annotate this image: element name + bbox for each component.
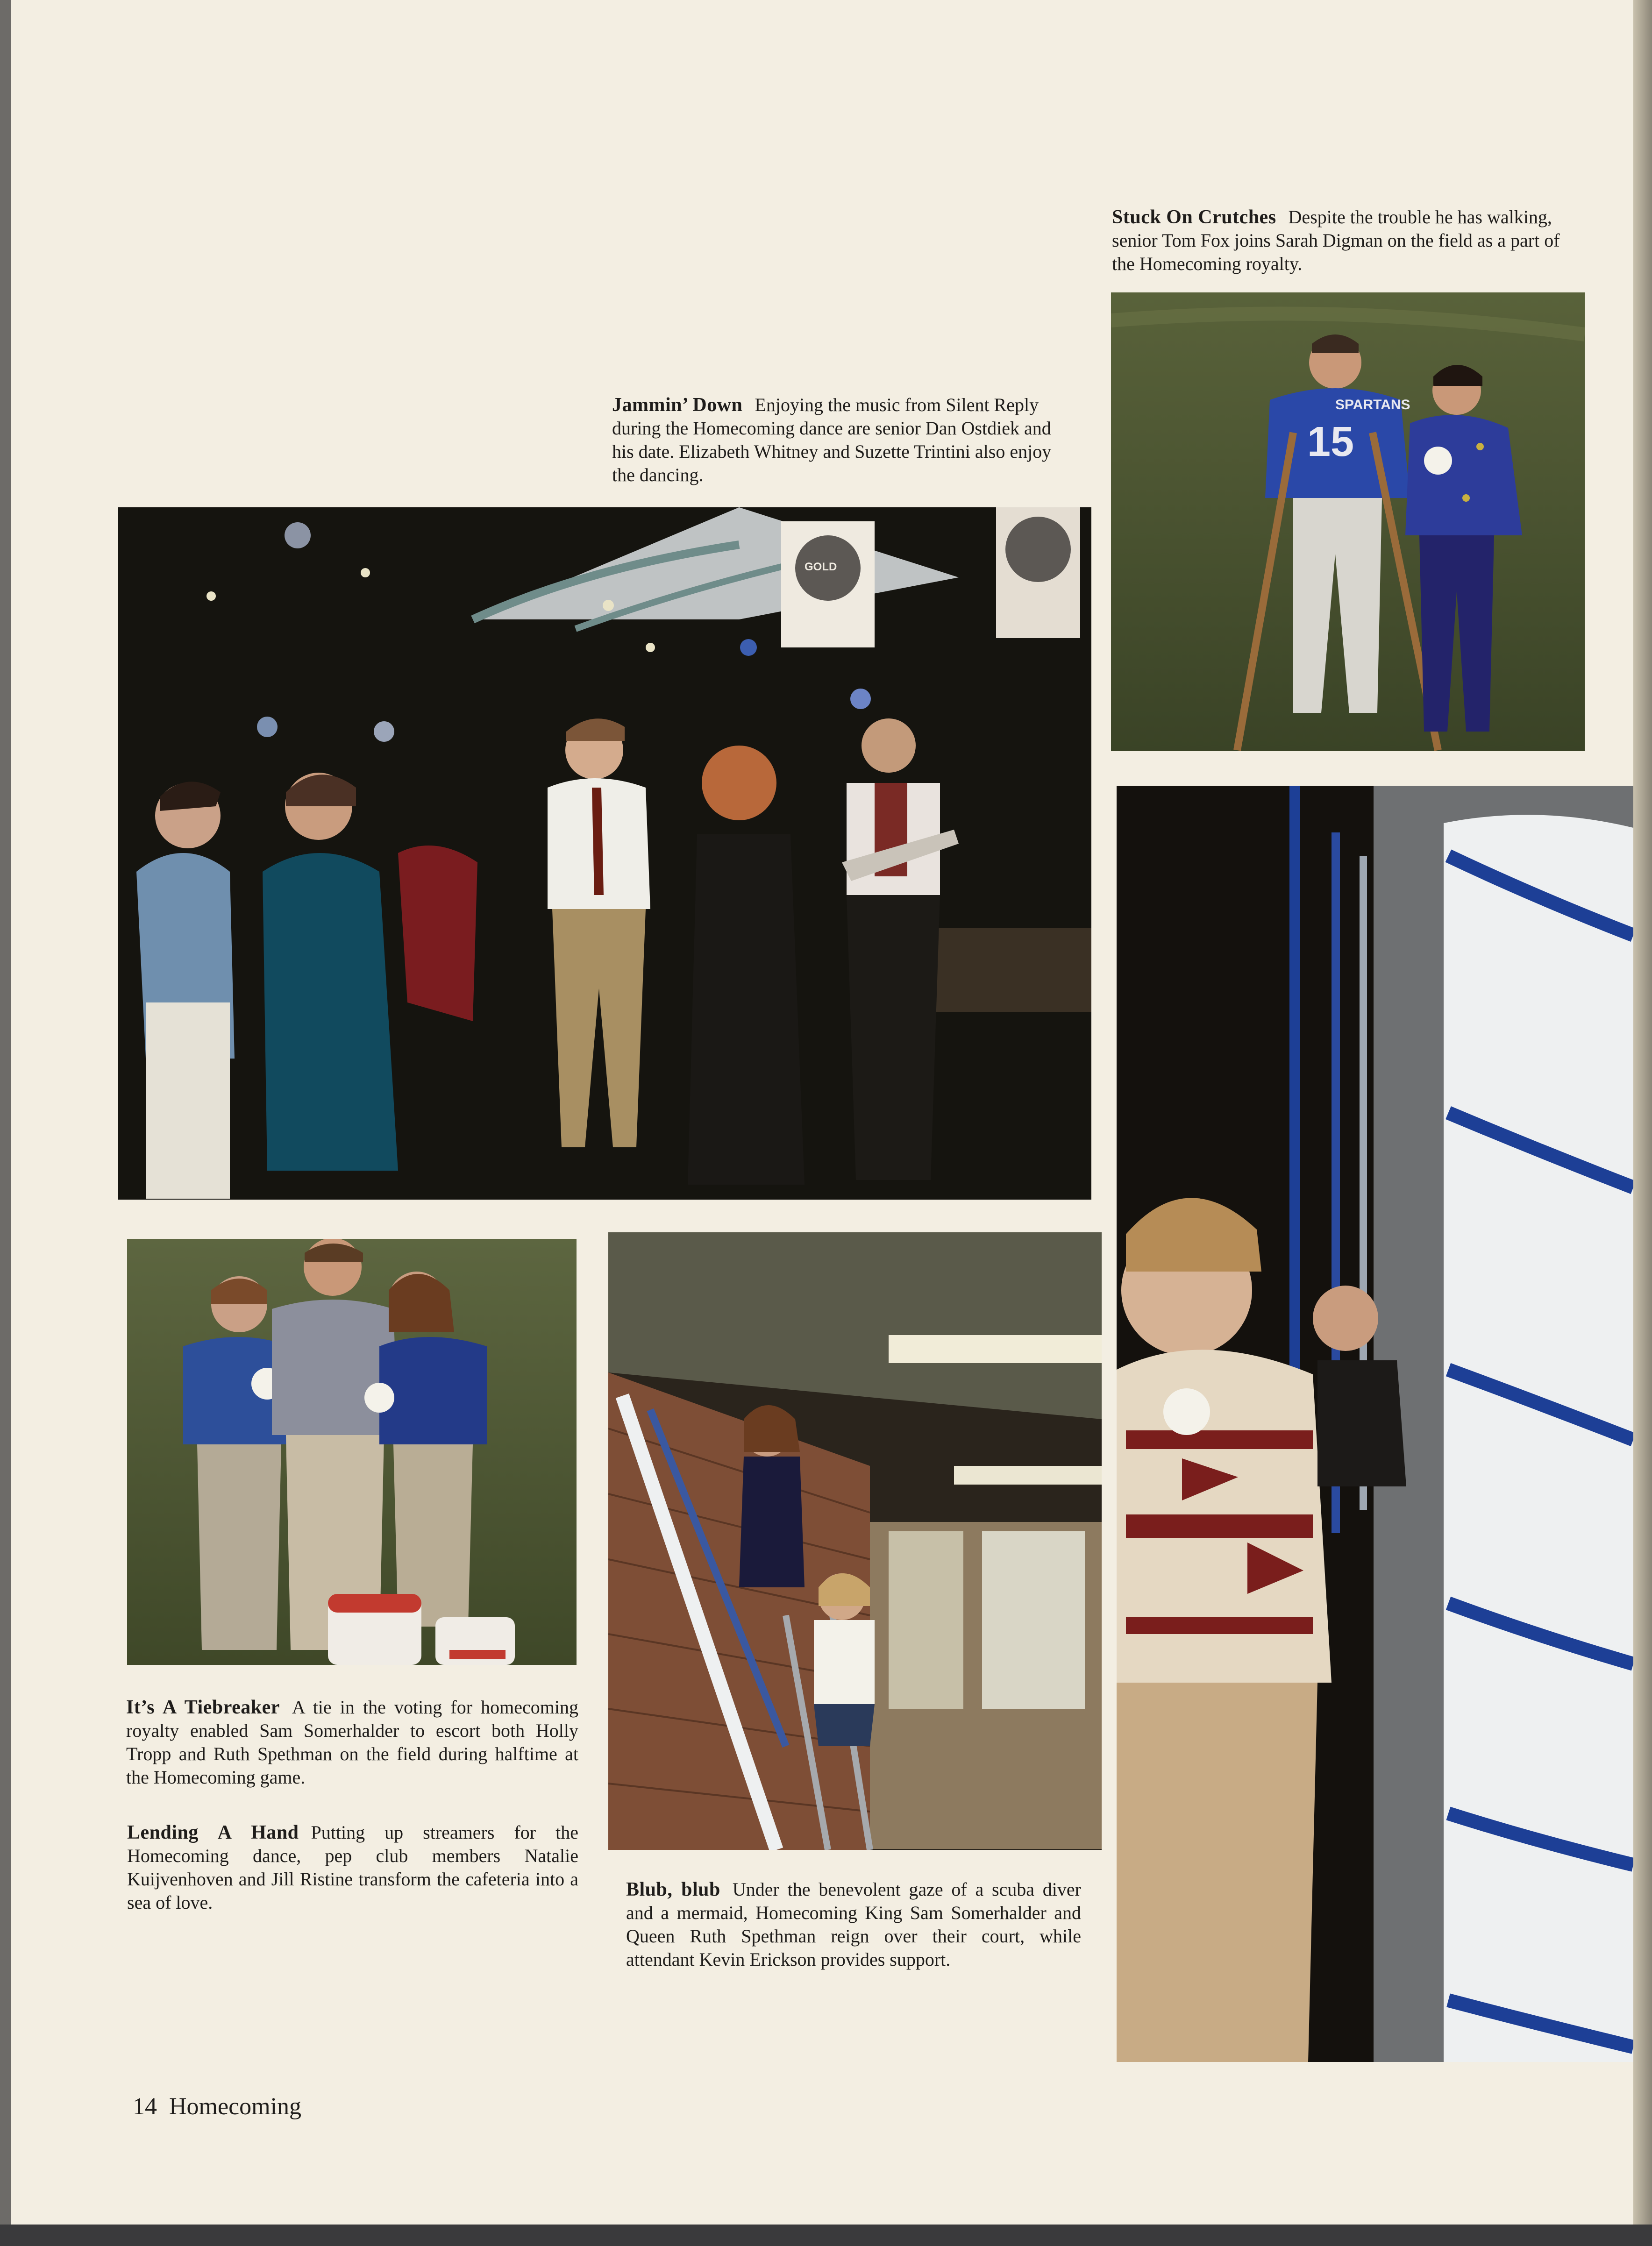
jersey-lettering: SPARTANS [1335, 397, 1410, 412]
photo-royalty-pillar [1117, 786, 1633, 2062]
page-edge-bottom [0, 2225, 1652, 2246]
page-edge-left [0, 0, 11, 2246]
caption-headline: Stuck On Crutches [1112, 206, 1276, 228]
caption-body: Under the benevolent gaze of a scuba diver and a mermaid, Homecoming King Sam Somerhalder and Queen Ruth Spethman reign over their court, while attendant Kevin Erickson provides support. [626, 1879, 1081, 1970]
photo-crutches-on-field [1111, 292, 1585, 751]
caption-jammin-down [612, 393, 1065, 487]
caption-body: Putting up streamers for the Homecoming dance, pep club members Natalie Kuijvenhoven and Jill Ristine transform the cafeteria into a sea of love. [127, 1822, 579, 1913]
caption-headline: It’s A Tiebreaker [126, 1697, 280, 1718]
page-number: 14 [133, 2093, 157, 2120]
photo-lending-a-hand [608, 1232, 1102, 1850]
section-name: Homecoming [169, 2093, 302, 2120]
caption-body: Despite the trouble he has walking, senior Tom Fox joins Sarah Digman on the field as a part of the Homecoming royalty. [1112, 206, 1560, 274]
page-folio [133, 2093, 313, 2120]
caption-headline: Lending A Hand [127, 1822, 299, 1843]
photo-homecoming-dance [118, 507, 1091, 1200]
caption-headline: Blub, blub [626, 1879, 720, 1900]
page-edge-right [1633, 0, 1652, 2246]
photo-tiebreaker-trio [127, 1239, 577, 1665]
caption-its-a-tiebreaker [126, 1696, 578, 1789]
jersey-number: 15 [1307, 419, 1354, 465]
caption-body: A tie in the voting for homecoming royalty enabled Sam Somerhalder to escort both Holly Tropp and Ruth Spethman on the field during halftime at the Homecoming game. [126, 1697, 578, 1788]
caption-body: Enjoying the music from Silent Reply during the Homecoming dance are senior Dan Ostdiek and his date. Elizabeth Whitney and Suzette Trintini also enjoy the dancing. [612, 394, 1052, 485]
caption-lending-a-hand [127, 1821, 578, 1914]
caption-blub-blub [626, 1878, 1081, 1971]
caption-headline: Jammin’ Down [612, 394, 743, 416]
drum-head-text: GOLD [805, 561, 837, 573]
caption-stuck-on-crutches [1112, 206, 1565, 276]
